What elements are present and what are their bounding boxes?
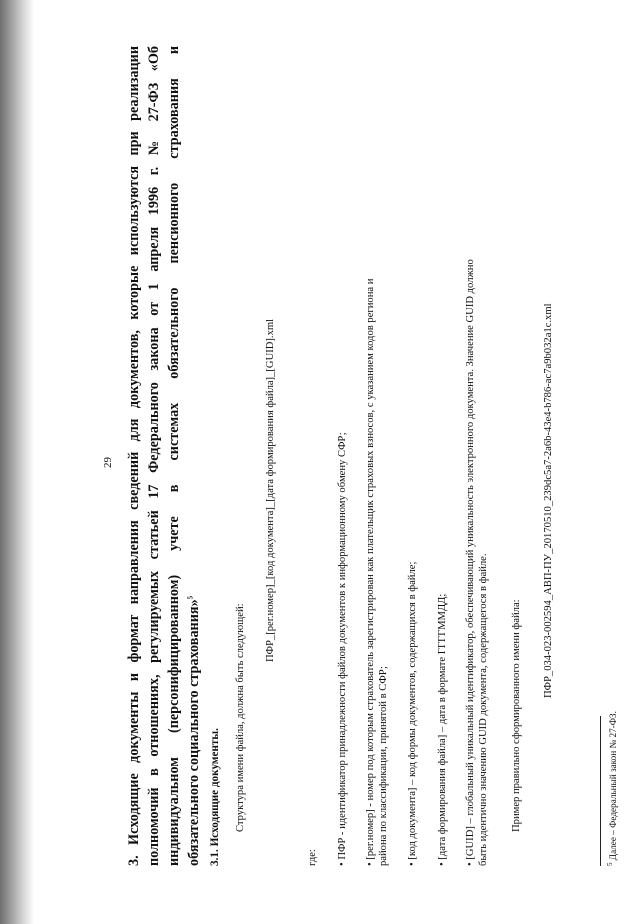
definition-reg-number-line-1: • [рег.номер] - номер под которым страхователь зарегистрирован как плательщик страховых взносов, с указанием кодов региона и (365, 278, 376, 866)
structure-intro: Структура имени файла, должна быть следующей: (235, 603, 246, 832)
footnote (605, 711, 618, 866)
heading-line-1: 3. Исходящие документы и формат направления сведений для документов, которые используются при реализации (126, 46, 142, 866)
definition-doc-code: • [код документа] – код формы документов, содержащихся в файле; (407, 561, 418, 866)
footnote-text: Далее – Федеральный закон № 27-ФЗ. (608, 711, 618, 861)
footnote-ref: 5 (186, 595, 195, 600)
subsection-heading: 3.1. Исходящие документы. (209, 728, 221, 866)
definition-guid-line-1: • [GUID] – глобальный уникальный идентификатор, обеспечивающий уникальность электронного документа. Значение GUID должно (465, 259, 476, 866)
definition-date: • [дата формирования файла] – дата в формате ГГГГММДД; (437, 593, 448, 866)
page-number: 29 (102, 457, 114, 468)
definition-prefix: • ПФР - идентификатор принадлежности файлов документов к информационному обмену СФР; (337, 432, 348, 866)
heading-line-2: полномочий в отношениях, регулируемых статьей 17 Федерального закона от 1 апреля 1996 г. № 27-ФЗ «Об (146, 46, 162, 866)
where-label: где: (307, 849, 318, 866)
footnote-number: 5 (605, 862, 614, 866)
section-heading (124, 46, 204, 866)
definition-reg-number-line-2: района по классификации, принятой в СФР; (378, 666, 389, 866)
example-filename: ПФР_034-023-002594_АВП-ПУ_20170510_239dc5a7-2a6b-43e4-b786-ac7a9b032a1c.xml (543, 303, 554, 698)
structure-pattern: ПФР_[рег.номер]_[код документа]_[дата формирования файла]_[GUID].xml (265, 318, 276, 662)
footnote-divider (600, 716, 601, 866)
heading-line-3: индивидуальном (персонифицированном) учете в системах обязательного пенсионного страхования и (166, 46, 182, 866)
definition-guid-line-2: быть идентично значению GUID документа, содержащегося в файле. (478, 553, 489, 866)
example-intro: Пример правильно сформированного имени файла: (511, 599, 522, 832)
heading-line-4: обязательного социального страхования»$^5$ (186, 595, 202, 866)
